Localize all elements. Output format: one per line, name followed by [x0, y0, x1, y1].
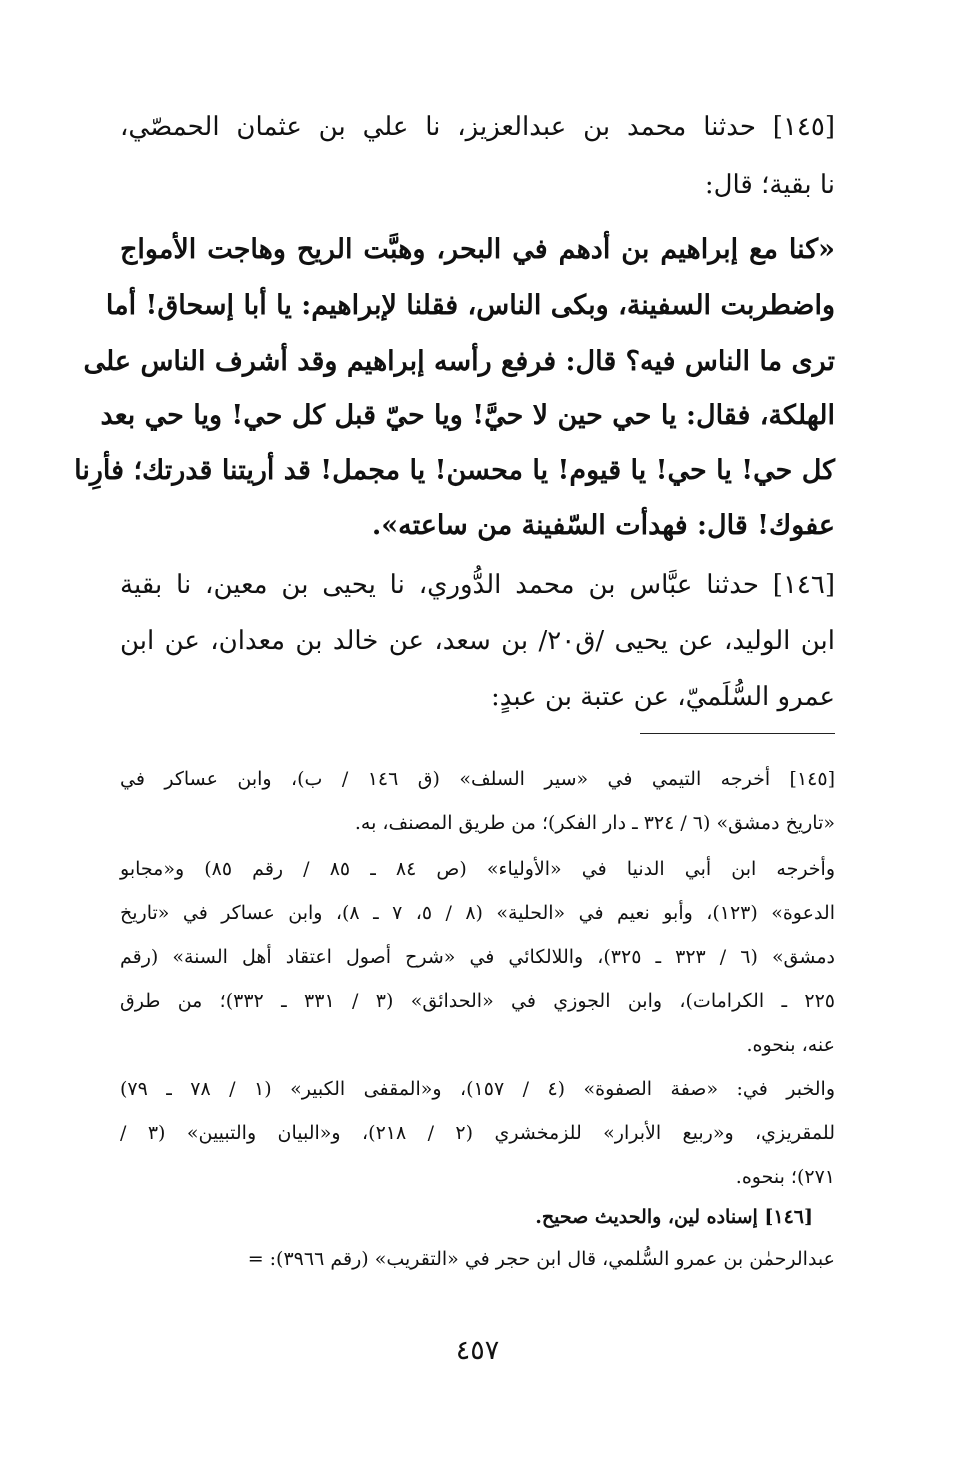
footnote-145-line-10: ٢٧١)؛ بنحوه. [735, 1166, 835, 1188]
footnote-145-line-7: عنه، بنحوه. [746, 1034, 835, 1056]
quote-145-line-5: كل حي! يا حي! يا قيوم! يا محسن! يا مجمل! قد أريتنا قدرتك؛ فأرِنا [74, 455, 835, 486]
footnotes [74, 0, 836, 1320]
hadith-145-line-1: [١٤٥] حدثنا محمد بن عبدالعزيز، نا علي بن عثمان الحمصّي، [120, 112, 835, 142]
footnote-145-line-5: دمشق» (٦ / ٣٢٣ ـ ٣٢٥)، واللالكائي في «شرح أصول اعتقاد أهل السنة» (رقم [120, 946, 835, 968]
footnote-145-line-4: الدعوة» (١٢٣)، وأبو نعيم في «الحلية» (٨ / ٥، ٧ ـ ٨)، وابن عساكر في «تاريخ [120, 902, 835, 924]
page-number: ٤٥٧ [455, 1335, 500, 1366]
footnote-145-line-9: للمقريزي، و«ربيع الأبرار» للزمخشري (٢ / ٢١٨)، و«البيان والتبيين» (٣ / [120, 1122, 835, 1144]
footnote-145-line-3: وأخرجه ابن أبي الدنيا في «الأولياء» (ص ٨٤ ـ ٨٥ / رقم ٨٥) و«مجابو [120, 858, 835, 880]
footnote-146-title: [١٤٦] إسناده لين، والحديث صحيح. [535, 1206, 813, 1228]
hadith-146-line-3: عمرو السُّلَميّ، عن عتبة بن عبدٍ: [490, 682, 835, 712]
quote-145-line-3: ترى ما الناس فيه؟ قال: فرفع رأسه إبراهيم وقد أشرف الناس على [83, 346, 835, 377]
quote-145-line-4: الهلكة، فقال: يا حي حين لا حيَّ! ويا حيّ قبل كل حي! ويا حي بعد [100, 400, 835, 431]
quote-145-line-6: عفوك! قال: فهدأت السّفينة من ساعته». [371, 510, 835, 541]
footnote-146-line-1: عبدالرحمٰن بن عمرو السُّلمي، قال ابن حجر في «التقريب» (رقم ٣٩٦٦): = [247, 1248, 835, 1270]
footnote-145-line-1: [١٤٥] أخرجه التيمي في «سير السلف» (ق ١٤٦ / ب)، وابن عساكر في [120, 768, 836, 790]
quote-145-line-1: «كنا مع إبراهيم بن أدهم في البحر، وهبَّت الريح وهاجت الأمواج [120, 234, 835, 265]
footnote-145-line-8: والخبر في: «صفة الصفوة» (٤ / ١٥٧)، و«المقفى الكبير» (١ / ٧٨ ـ ٧٩) [120, 1078, 835, 1100]
hadith-146-line-2: ابن الوليد، عن يحيى /ق٢٠/ بن سعد، عن خالد بن معدان، عن ابن [120, 626, 835, 656]
footnote-145-line-6: ٢٢٥ ـ الكرامات)، وابن الجوزي في «الحدائق» (٣ / ٣٣١ ـ ٣٣٢)؛ من طرق [120, 990, 835, 1012]
hadith-145-line-2: نا بقية؛ قال: [704, 170, 835, 200]
footnote-145-line-2: «تاريخ دمشق» (٦ / ٣٢٤ ـ دار الفكر)؛ من طريق المصنف، به. [354, 812, 835, 834]
hadith-146-line-1: [١٤٦] حدثنا عبَّاس بن محمد الدُّوري، نا يحيى بن معين، نا بقية [120, 570, 835, 600]
quote-145-line-2: واضطربت السفينة، وبكى الناس، فقلنا لإبراهيم: يا أبا إسحاق! أما [105, 290, 835, 321]
